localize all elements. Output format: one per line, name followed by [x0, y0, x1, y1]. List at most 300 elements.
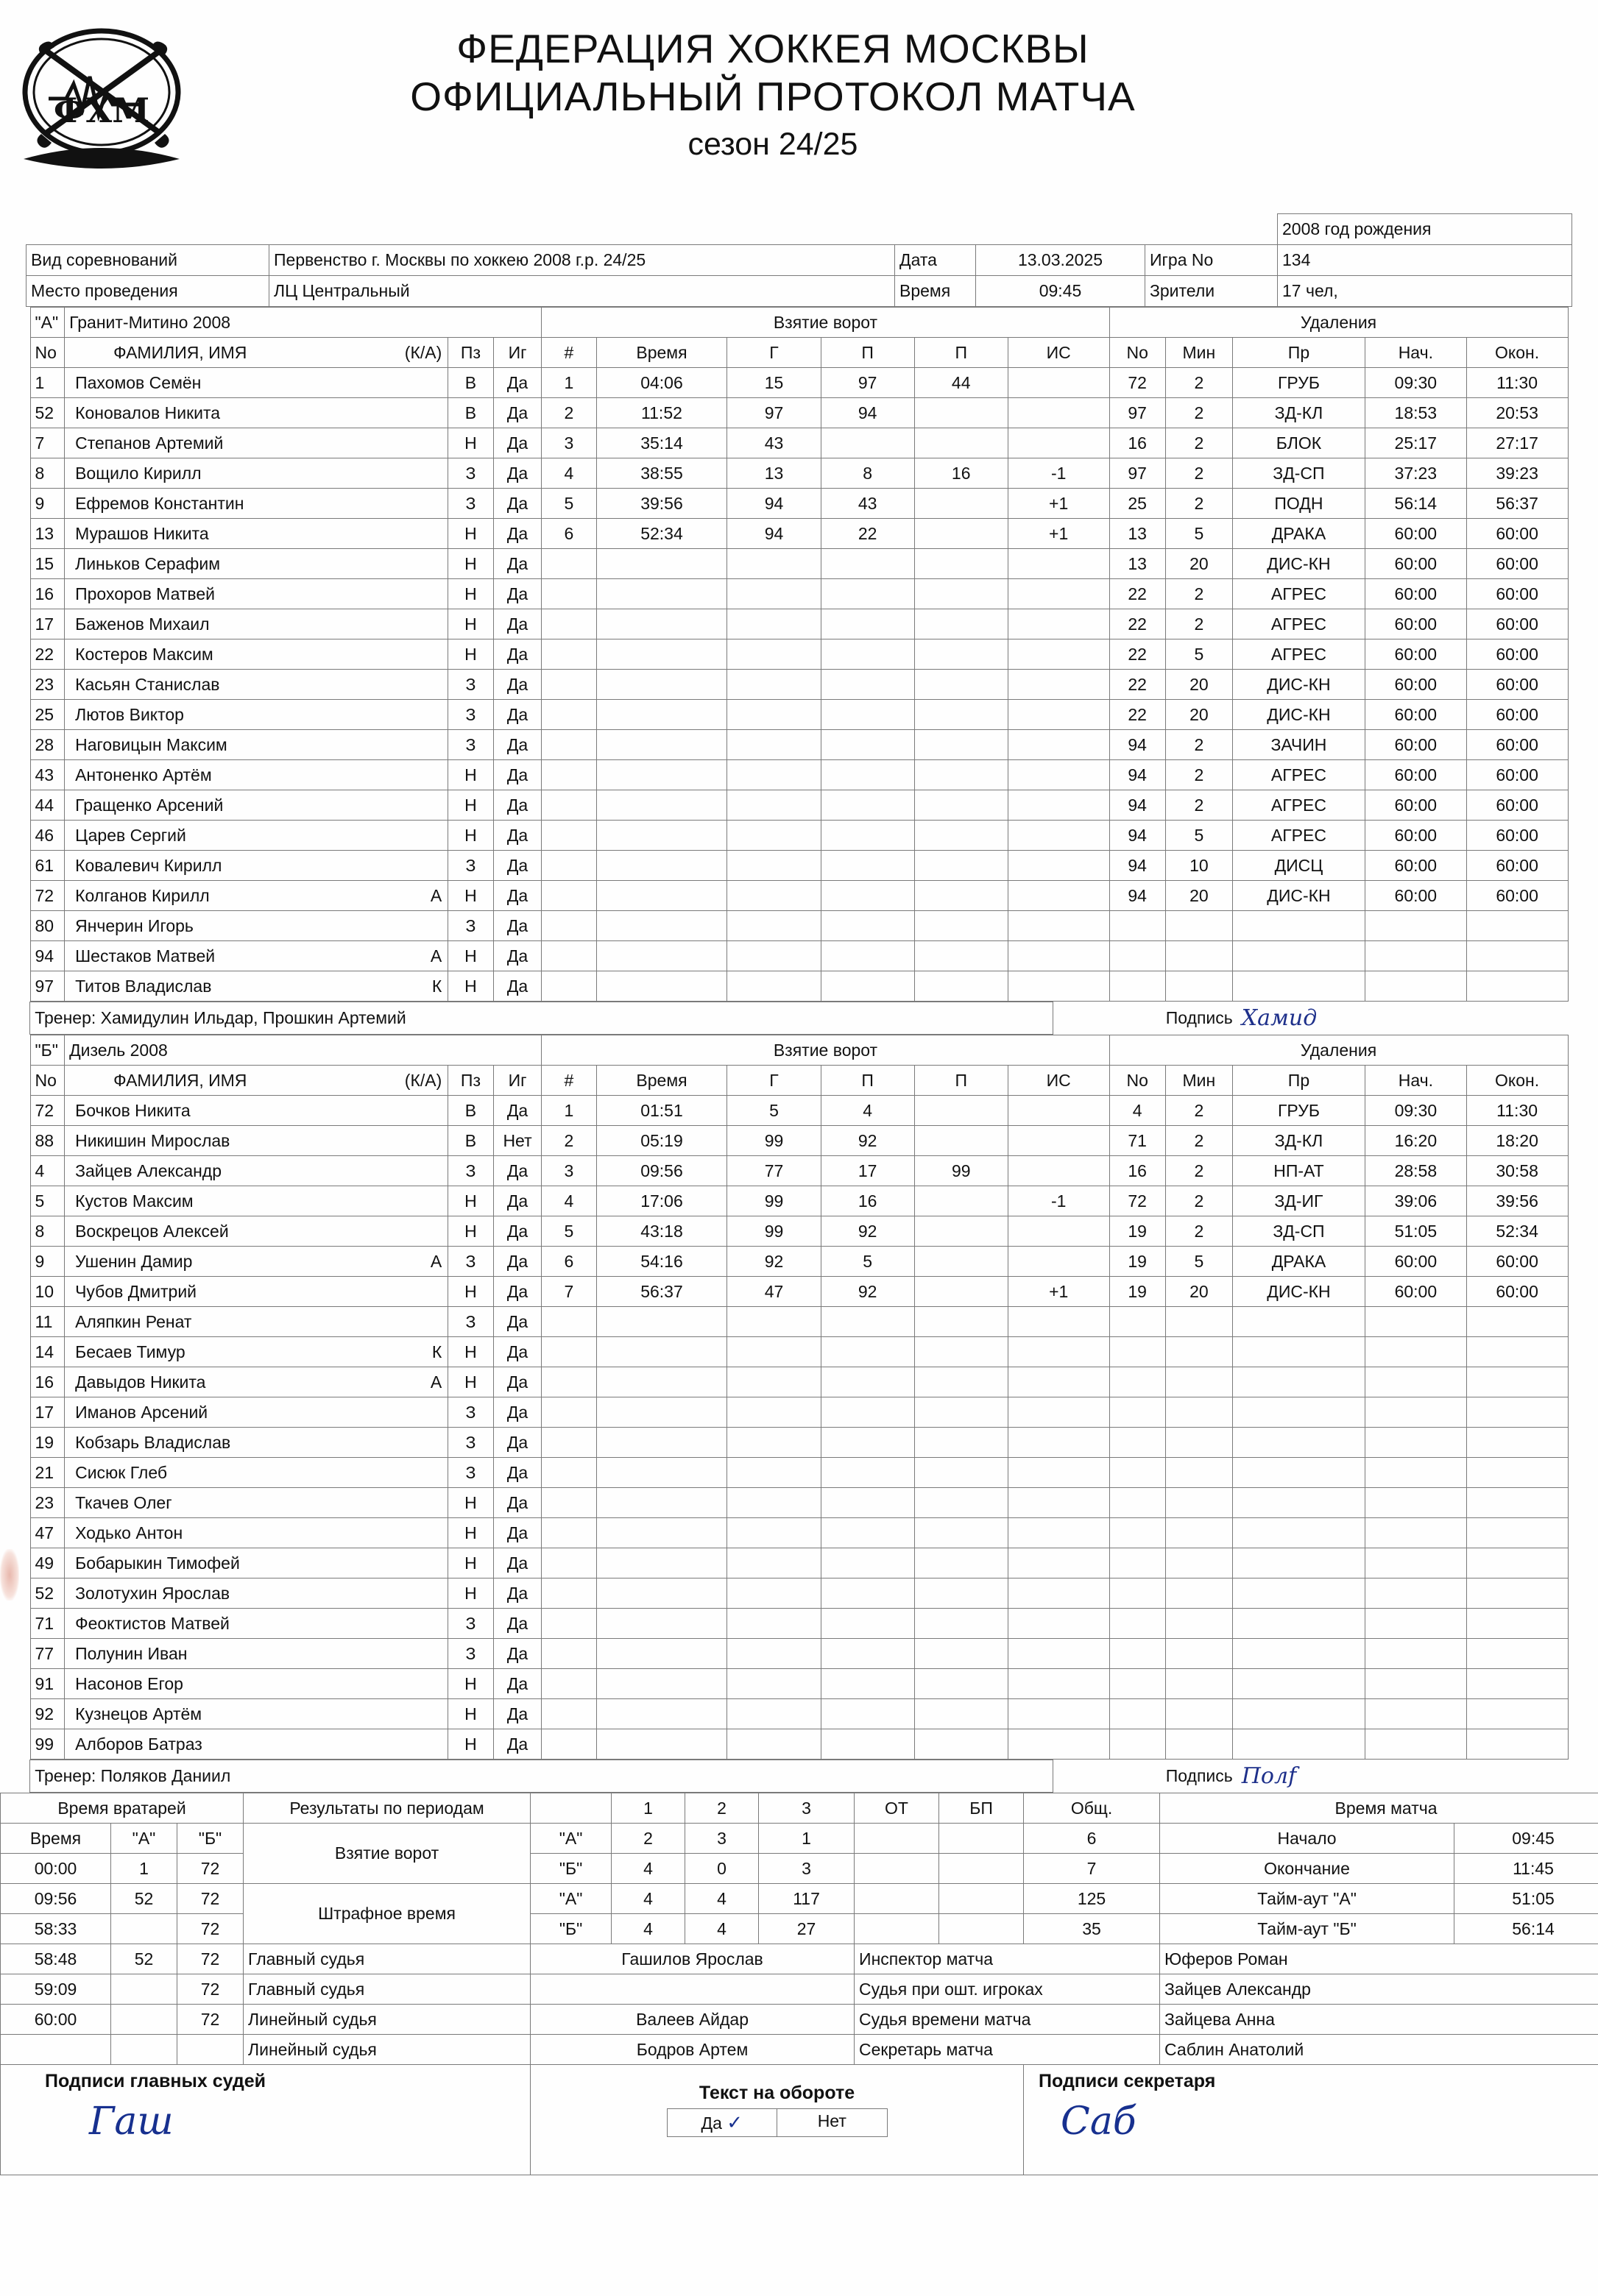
player-played: Да — [493, 489, 542, 519]
period-ot-value — [855, 1884, 939, 1914]
page-title-line3: сезон 24/25 — [687, 126, 858, 162]
player-played: Да — [493, 1397, 542, 1428]
penalty-end — [1466, 1367, 1568, 1397]
goal-situation — [1008, 1488, 1109, 1518]
goal-num — [542, 1488, 596, 1518]
goal-num — [542, 670, 596, 700]
goal-situation — [1008, 1458, 1109, 1488]
player-played: Да — [493, 428, 542, 458]
col-header-pen-end: Окон. — [1466, 1066, 1568, 1096]
player-no: 46 — [30, 821, 65, 851]
penalty-player-no — [1109, 941, 1165, 971]
goal-num — [542, 730, 596, 760]
penalty-start — [1365, 1669, 1467, 1699]
game-no-label: Игра No — [1145, 245, 1278, 276]
col-header-goal-num: # — [542, 1066, 596, 1096]
goal-situation — [1008, 1428, 1109, 1458]
player-played: Да — [493, 1337, 542, 1367]
player-no: 9 — [30, 1247, 65, 1277]
penalty-player-no — [1109, 1307, 1165, 1337]
penalty-minutes — [1165, 1488, 1232, 1518]
player-position: З — [448, 489, 493, 519]
penalty-start — [1365, 1518, 1467, 1548]
officials-row — [1, 1974, 1598, 2005]
player-no: 14 — [30, 1337, 65, 1367]
back-text-yes-option[interactable]: Да ✓ — [668, 2109, 778, 2136]
player-played: Да — [493, 609, 542, 639]
penalty-player-no — [1109, 911, 1165, 941]
goal-situation — [1008, 1247, 1109, 1277]
penalty-reason: ЗАЧИН — [1232, 730, 1365, 760]
penalty-end: 60:00 — [1466, 670, 1568, 700]
penalty-minutes: 2 — [1165, 1186, 1232, 1216]
goal-time — [596, 609, 727, 639]
goal-num — [542, 911, 596, 941]
goal-time — [596, 730, 727, 760]
table-row — [30, 971, 1568, 1002]
goal-time: 54:16 — [596, 1247, 727, 1277]
player-position: Н — [448, 821, 493, 851]
goal-assist-2 — [914, 549, 1008, 579]
goal-situation — [1008, 971, 1109, 1002]
col-header-ig: Иг — [493, 338, 542, 368]
goal-assist-1 — [821, 1397, 914, 1428]
player-played: Да — [493, 700, 542, 730]
goal-assist-1 — [821, 1428, 914, 1458]
goal-scorer — [727, 700, 821, 730]
goal-num: 3 — [542, 1156, 596, 1186]
table-row — [30, 1216, 1568, 1247]
penalty-end: 20:53 — [1466, 398, 1568, 428]
goal-situation — [1008, 1367, 1109, 1397]
goalie-time — [1, 2035, 111, 2065]
player-no: 49 — [30, 1548, 65, 1578]
goal-assist-2 — [914, 670, 1008, 700]
goalie-time: 09:56 — [1, 1884, 111, 1914]
penalty-minutes — [1165, 1578, 1232, 1609]
goal-assist-2 — [914, 489, 1008, 519]
player-played: Да — [493, 941, 542, 971]
penalty-start — [1365, 1729, 1467, 1760]
penalty-reason — [1232, 1578, 1365, 1609]
goal-assist-1: 16 — [821, 1186, 914, 1216]
table-row — [30, 1729, 1568, 1760]
penalty-minutes — [1165, 1397, 1232, 1428]
player-position: Н — [448, 1277, 493, 1307]
goal-scorer: 5 — [727, 1096, 821, 1126]
time-label: Время — [895, 276, 976, 307]
table-row — [30, 368, 1568, 398]
penalty-minutes — [1165, 1337, 1232, 1367]
penalty-end: 60:00 — [1466, 760, 1568, 790]
player-position: В — [448, 1126, 493, 1156]
period-2-value: 4 — [685, 1914, 759, 1944]
table-row — [30, 1247, 1568, 1277]
coach-a-signature-text: Хамид — [1241, 1005, 1318, 1031]
player-name: Алборов Батраз — [65, 1729, 448, 1760]
player-no: 8 — [30, 458, 65, 489]
penalty-start — [1365, 1397, 1467, 1428]
penalty-end: 60:00 — [1466, 1277, 1568, 1307]
period-row-side: "А" — [531, 1824, 612, 1854]
player-position: Н — [448, 760, 493, 790]
player-no: 10 — [30, 1277, 65, 1307]
penalty-start: 18:53 — [1365, 398, 1466, 428]
penalty-end: 60:00 — [1466, 609, 1568, 639]
goal-scorer: 92 — [727, 1247, 821, 1277]
penalty-end — [1466, 941, 1568, 971]
goal-scorer — [727, 1669, 821, 1699]
penalty-player-no — [1109, 1669, 1165, 1699]
penalty-start — [1365, 911, 1466, 941]
table-row — [30, 1428, 1568, 1458]
penalty-end — [1466, 1699, 1568, 1729]
goal-assist-2 — [914, 1518, 1008, 1548]
goal-assist-1: 43 — [821, 489, 914, 519]
spectators-value: 17 чел, — [1278, 276, 1572, 307]
penalty-end — [1466, 1428, 1568, 1458]
penalty-minutes — [1165, 1548, 1232, 1578]
penalty-player-no: 22 — [1109, 670, 1165, 700]
officials-row — [1, 2005, 1598, 2035]
player-name: Аляпкин Ренат — [65, 1307, 448, 1337]
period-row-side: "Б" — [531, 1914, 612, 1944]
penalty-end: 18:20 — [1466, 1126, 1568, 1156]
goal-scorer: 13 — [727, 458, 821, 489]
goal-scorer: 47 — [727, 1277, 821, 1307]
period-col-total: Общ. — [1024, 1793, 1160, 1824]
goalie-time: 60:00 — [1, 2005, 111, 2035]
period-3-value: 3 — [759, 1854, 855, 1884]
official-name-2: Юферов Роман — [1160, 1944, 1598, 1974]
penalty-reason: ДИСЦ — [1232, 851, 1365, 881]
penalty-minutes — [1165, 1609, 1232, 1639]
player-played: Да — [493, 398, 542, 428]
goal-assist-1 — [821, 549, 914, 579]
player-name: Линьков Серафим — [65, 549, 448, 579]
penalty-player-no: 97 — [1109, 398, 1165, 428]
player-played: Да — [493, 458, 542, 489]
goal-assist-1 — [821, 1699, 914, 1729]
goal-time — [596, 1488, 727, 1518]
goal-num — [542, 790, 596, 821]
coach-a-sign-label: Подпись — [1165, 1008, 1233, 1027]
penalty-player-no — [1109, 1609, 1165, 1639]
goal-num: 7 — [542, 1277, 596, 1307]
player-no: 5 — [30, 1186, 65, 1216]
penalty-end — [1466, 971, 1568, 1002]
player-no: 19 — [30, 1428, 65, 1458]
penalty-reason: ЗД-КЛ — [1232, 1126, 1365, 1156]
player-position: Н — [448, 1488, 493, 1518]
summary-row — [1, 1914, 1598, 1944]
goal-assist-1 — [821, 941, 914, 971]
player-no: 9 — [30, 489, 65, 519]
goal-situation — [1008, 1307, 1109, 1337]
table-row — [30, 730, 1568, 760]
penalty-start — [1365, 1609, 1467, 1639]
player-position: Н — [448, 941, 493, 971]
penalty-player-no — [1109, 1367, 1165, 1397]
summary-row — [1, 1824, 1598, 1854]
penalty-end: 60:00 — [1466, 549, 1568, 579]
goal-scorer — [727, 760, 821, 790]
goal-assist-1 — [821, 730, 914, 760]
spacer-cell — [26, 214, 269, 245]
player-no: 88 — [30, 1126, 65, 1156]
fhm-logo-icon — [15, 22, 213, 199]
col-header-pen-start: Нач. — [1365, 338, 1466, 368]
goal-assist-1 — [821, 700, 914, 730]
penalty-reason: ДИС-КН — [1232, 670, 1365, 700]
goal-assist-1: 92 — [821, 1216, 914, 1247]
goal-situation — [1008, 1639, 1109, 1669]
player-no: 97 — [30, 971, 65, 1002]
player-name: Степанов Артемий — [65, 428, 448, 458]
column-header-row — [30, 338, 1568, 368]
penalty-start: 60:00 — [1365, 700, 1466, 730]
summary-row — [1, 1884, 1598, 1914]
penalty-player-no — [1109, 1729, 1165, 1760]
goal-time — [596, 670, 727, 700]
table-row — [26, 245, 1572, 276]
player-name: Ходько Антон — [65, 1518, 448, 1548]
goal-situation — [1008, 1669, 1109, 1699]
penalty-minutes: 2 — [1165, 398, 1232, 428]
player-no: 11 — [30, 1307, 65, 1337]
player-position: Н — [448, 519, 493, 549]
player-position: З — [448, 911, 493, 941]
player-played: Да — [493, 1096, 542, 1126]
player-name: Насонов Егор — [65, 1669, 448, 1699]
goal-assist-2 — [914, 1186, 1008, 1216]
player-position: Н — [448, 639, 493, 670]
back-text-block — [531, 2065, 1024, 2175]
goal-time — [596, 1518, 727, 1548]
goal-assist-1 — [821, 1307, 914, 1337]
goal-assist-2 — [914, 1729, 1008, 1760]
match-time-label: Начало — [1160, 1824, 1454, 1854]
goal-assist-2 — [914, 1578, 1008, 1609]
officials-row — [1, 2035, 1598, 2065]
goal-scorer — [727, 1307, 821, 1337]
penalty-minutes: 20 — [1165, 700, 1232, 730]
team-b-table — [30, 1035, 1569, 1760]
penalty-player-no — [1109, 1397, 1165, 1428]
player-position: Н — [448, 1548, 493, 1578]
goal-time: 04:06 — [596, 368, 727, 398]
goal-assist-2 — [914, 881, 1008, 911]
penalty-reason: БЛОК — [1232, 428, 1365, 458]
penalty-reason — [1232, 1397, 1365, 1428]
player-played: Нет — [493, 1126, 542, 1156]
penalty-reason — [1232, 1518, 1365, 1548]
player-captain-mark: К — [431, 977, 442, 996]
player-position: Н — [448, 1367, 493, 1397]
table-row — [30, 881, 1568, 911]
penalty-start: 60:00 — [1365, 881, 1466, 911]
player-position: З — [448, 1458, 493, 1488]
coach-a-label: Тренер: Хамидулин Ильдар, Прошкин Артемий — [30, 1002, 1053, 1035]
penalty-reason: ДИС-КН — [1232, 700, 1365, 730]
goalie-b — [177, 2035, 244, 2065]
penalty-player-no — [1109, 1639, 1165, 1669]
player-name: Ушенин Дамир А — [65, 1247, 448, 1277]
penalty-reason — [1232, 1367, 1365, 1397]
col-header-pz: Пз — [448, 1066, 493, 1096]
penalty-reason: ЗД-СП — [1232, 458, 1365, 489]
table-row — [30, 428, 1568, 458]
coach-b-signature — [1237, 1760, 1569, 1793]
table-row — [30, 1367, 1568, 1397]
penalty-reason: ПОДН — [1232, 489, 1365, 519]
goalie-a — [111, 2005, 177, 2035]
penalty-start — [1365, 1458, 1467, 1488]
player-no: 4 — [30, 1156, 65, 1186]
table-row — [30, 1609, 1568, 1639]
penalty-player-no: 94 — [1109, 790, 1165, 821]
player-played: Да — [493, 971, 542, 1002]
goal-num — [542, 1699, 596, 1729]
player-no: 52 — [30, 398, 65, 428]
goal-scorer: 99 — [727, 1216, 821, 1247]
goal-situation — [1008, 1096, 1109, 1126]
official-name-2: Зайцев Александр — [1160, 1974, 1598, 2005]
goal-assist-1 — [821, 1669, 914, 1699]
player-played: Да — [493, 1639, 542, 1669]
back-text-no-option[interactable]: Нет — [817, 2111, 846, 2130]
player-played: Да — [493, 579, 542, 609]
penalty-end: 60:00 — [1466, 1247, 1568, 1277]
penalty-end: 60:00 — [1466, 851, 1568, 881]
goal-assist-2 — [914, 1277, 1008, 1307]
penalty-reason: АГРЕС — [1232, 790, 1365, 821]
goal-time — [596, 1307, 727, 1337]
player-name: Наговицын Максим — [65, 730, 448, 760]
goal-assist-2 — [914, 579, 1008, 609]
goal-assist-1: 92 — [821, 1126, 914, 1156]
match-time-label: Тайм-аут "А" — [1160, 1884, 1454, 1914]
penalty-start — [1365, 1548, 1467, 1578]
table-row — [30, 1518, 1568, 1548]
player-name: Янчерин Игорь — [65, 911, 448, 941]
penalty-minutes: 2 — [1165, 1096, 1232, 1126]
penalty-start: 60:00 — [1365, 579, 1466, 609]
table-row — [30, 489, 1568, 519]
player-no: 92 — [30, 1699, 65, 1729]
player-played: Да — [493, 821, 542, 851]
player-name: Коновалов Никита — [65, 398, 448, 428]
player-position: Н — [448, 549, 493, 579]
penalty-start: 60:00 — [1365, 790, 1466, 821]
penalty-player-no — [1109, 1458, 1165, 1488]
official-name-2: Зайцева Анна — [1160, 2005, 1598, 2035]
summary-header-row — [1, 1793, 1598, 1824]
goal-situation — [1008, 398, 1109, 428]
goal-situation: +1 — [1008, 1277, 1109, 1307]
col-header-is: ИС — [1008, 338, 1109, 368]
penalty-player-no: 19 — [1109, 1247, 1165, 1277]
penalty-start — [1365, 1488, 1467, 1518]
goal-situation — [1008, 670, 1109, 700]
goal-assist-1 — [821, 911, 914, 941]
col-header-pen-pr: Пр — [1232, 338, 1365, 368]
penalty-end: 60:00 — [1466, 730, 1568, 760]
player-name: Колганов Кирилл А — [65, 881, 448, 911]
penalty-player-no: 72 — [1109, 368, 1165, 398]
penalty-minutes — [1165, 1307, 1232, 1337]
signature-row — [1, 2065, 1598, 2175]
penalty-reason: ЗД-КЛ — [1232, 398, 1365, 428]
goal-situation — [1008, 941, 1109, 971]
goalie-time: 58:48 — [1, 1944, 111, 1974]
official-name — [531, 1974, 855, 2005]
penalty-player-no: 16 — [1109, 1156, 1165, 1186]
col-header-no: No — [30, 1066, 65, 1096]
player-name: Бесаев Тимур К — [65, 1337, 448, 1367]
goal-scorer — [727, 1397, 821, 1428]
competition-value: Первенство г. Москвы по хоккею 2008 г.р. 24/25 — [269, 245, 895, 276]
goal-assist-2 — [914, 1669, 1008, 1699]
page-title-line2: ОФИЦИАЛЬНЫЙ ПРОТОКОЛ МАТЧА — [410, 73, 1136, 119]
referees-signature-mark: Гаш — [89, 2100, 174, 2144]
goal-scorer — [727, 1337, 821, 1367]
official-role: Линейный судья — [244, 2035, 531, 2065]
table-row — [30, 1669, 1568, 1699]
penalty-end — [1466, 1307, 1568, 1337]
secretary-signature-mark: Саб — [1061, 2100, 1136, 2144]
table-row — [30, 458, 1568, 489]
player-position: Н — [448, 1699, 493, 1729]
goal-situation — [1008, 1397, 1109, 1428]
goal-scorer — [727, 730, 821, 760]
goal-scorer — [727, 639, 821, 670]
player-played: Да — [493, 519, 542, 549]
table-row — [30, 639, 1568, 670]
penalty-reason — [1232, 1609, 1365, 1639]
goal-num — [542, 609, 596, 639]
goal-num — [542, 1548, 596, 1578]
penalty-player-no — [1109, 1488, 1165, 1518]
period-1-value: 4 — [612, 1884, 685, 1914]
penalty-minutes: 2 — [1165, 730, 1232, 760]
player-position: Н — [448, 971, 493, 1002]
table-row — [30, 1002, 1569, 1035]
period-row-side: "А" — [531, 1884, 612, 1914]
goal-num — [542, 1337, 596, 1367]
goal-situation — [1008, 1126, 1109, 1156]
match-time-label: Тайм-аут "Б" — [1160, 1914, 1454, 1944]
penalty-player-no: 22 — [1109, 579, 1165, 609]
goal-assist-1: 4 — [821, 1096, 914, 1126]
penalty-reason: НП-АТ — [1232, 1156, 1365, 1186]
goal-num: 1 — [542, 1096, 596, 1126]
penalty-minutes: 2 — [1165, 760, 1232, 790]
goal-num: 5 — [542, 1216, 596, 1247]
goal-assist-1 — [821, 579, 914, 609]
goal-assist-2 — [914, 730, 1008, 760]
col-header-p2: П — [914, 338, 1008, 368]
player-position: З — [448, 1307, 493, 1337]
player-name: Давыдов Никита А — [65, 1367, 448, 1397]
goal-time — [596, 760, 727, 790]
penalty-start: 09:30 — [1365, 368, 1466, 398]
penalty-reason: ДИС-КН — [1232, 1277, 1365, 1307]
penalty-end: 27:17 — [1466, 428, 1568, 458]
date-label: Дата — [895, 245, 976, 276]
penalty-minutes: 2 — [1165, 609, 1232, 639]
penalty-player-no — [1109, 1428, 1165, 1458]
